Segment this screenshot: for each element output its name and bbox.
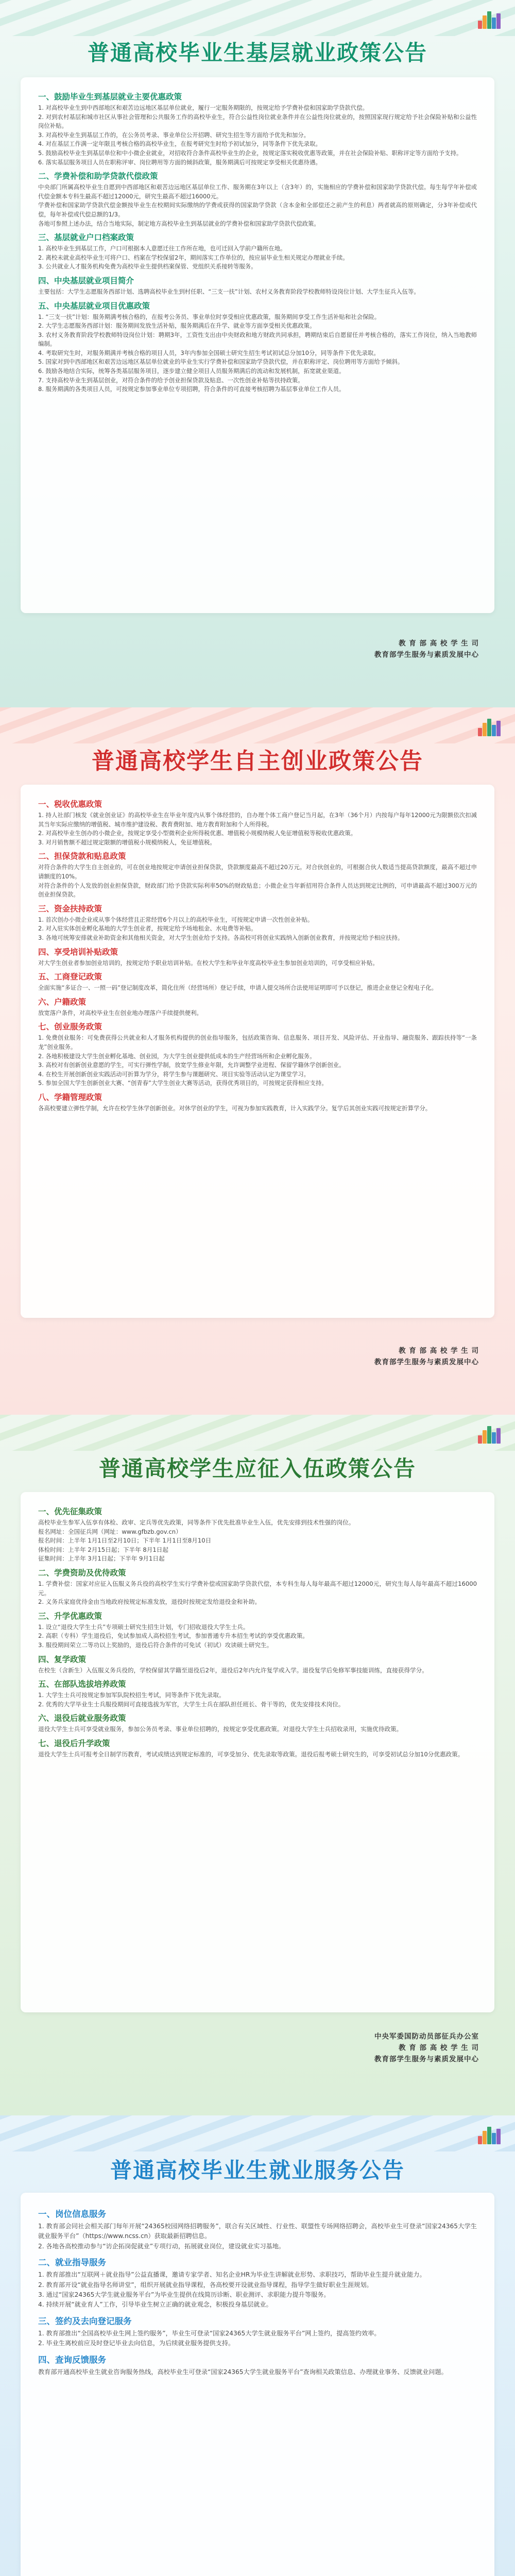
- policy-section: [38, 850, 477, 899]
- section-paragraph: 各高校要建立弹性学制，允许在校学生休学创新创业。对休学创业的学生，可视为参加实践教育，计入实践学分。复学后其创业实践可按规定折算学分。: [38, 1104, 432, 1112]
- section-heading: 五、工商登记政策: [38, 972, 102, 982]
- section-list: [38, 2207, 477, 2377]
- section-heading: 四、享受培训补贴政策: [38, 947, 118, 957]
- section-heading: 二、学费补偿和助学贷款代偿政策: [38, 172, 158, 181]
- decorative-stripes: [0, 1415, 515, 1451]
- publisher-footer: [374, 2031, 479, 2065]
- decorative-stripes: [0, 0, 515, 36]
- policy-section: [38, 1610, 477, 1650]
- section-heading: 三、基层就业户口档案政策: [38, 233, 134, 243]
- policy-section: [38, 903, 477, 943]
- section-paragraph: 对符合条件的个人发放的创业担保贷款，财政部门给予贷款实际利率50%的财政贴息；小微企业当年新招用符合条件人员达到规定比例的，可申请最高不超过300万元的创业担保贷款。: [38, 882, 477, 899]
- section-paragraph: 2. 对高校毕业生创办的小微企业，按规定享受小型微利企业所得税优惠、增值税小规模纳税人免征增值税等税收优惠政策。: [38, 829, 357, 837]
- policy-section: [38, 2353, 477, 2377]
- section-paragraph: 1. 设立“退役大学生士兵”专项硕士研究生招生计划，专门招收退役大学生士兵。: [38, 1623, 249, 1631]
- section-paragraph: 教育部开通高校毕业生就业咨询服务热线，高校毕业生可登录“国家24365大学生就业服务平台”查询相关政策信息、办理就业事务、反馈就业问题。: [38, 2368, 448, 2376]
- section-heading: 七、退役后升学政策: [38, 1738, 110, 1748]
- section-paragraph: 3. 通过“国家24365大学生就业服务平台”为毕业生提供在线简历诊断、职业测评、求职能力提升等服务。: [38, 2291, 330, 2299]
- policy-section: [38, 2207, 477, 2251]
- publisher-footer: [374, 1345, 479, 1368]
- section-heading: 四、复学政策: [38, 1654, 87, 1664]
- policy-section: [38, 91, 477, 167]
- section-paragraph: 体检时间：上半年 2月15日起；下半年 8月1日起: [38, 1546, 168, 1553]
- section-heading: 四、查询反馈服务: [38, 2354, 106, 2365]
- section-heading: 一、鼓励毕业生到基层就业主要优惠政策: [38, 92, 182, 101]
- section-paragraph: 高校毕业生参军入伍享有体检、政审、定兵等优先政策，同等条件下优先批准毕业生入伍，优先安排到技术性强的岗位。: [38, 1519, 355, 1526]
- poster-employment-service: [0, 2115, 515, 2576]
- policy-section: [38, 996, 477, 1018]
- section-paragraph: 1. 教育部推出“全国高校毕业生网上签约服务”，毕业生可登录“国家24365大学生就业服务平台”网上签约，提高签约效率。: [38, 2329, 381, 2337]
- policy-section: [38, 1653, 477, 1675]
- section-paragraph: 1. 免费创业服务：可免费获得公共就业和人才服务机构提供的创业指导服务，包括政策咨询、信息服务、项目开发、风险评估、开业指导、融资服务、跟踪扶持等“一条龙”创业服务。: [38, 1034, 477, 1050]
- section-heading: 三、升学优惠政策: [38, 1611, 102, 1621]
- poster-title: 普通高校学生应征入伍政策公告: [98, 1456, 416, 1481]
- content-card: [21, 77, 494, 613]
- section-paragraph: 1. 持人社部门核发《就业创业证》的高校毕业生在毕业年度内从事个体经营的，自办理个体工商户登记当月起，在3年（36个月）内按每户每年12000元为限额依次扣减其当年实际应缴纳的增值税、城市维护建设税、教育费附加、地方教育附加和个人所得税。: [38, 811, 477, 828]
- policy-section: [38, 2314, 477, 2349]
- section-heading: 一、岗位信息服务: [38, 2209, 106, 2219]
- policy-section: [38, 1567, 477, 1607]
- section-paragraph: 8. 服务期满的各类项目人员，可按规定参加事业单位专项招聘，符合条件的可直接考核招聘为基层事业单位工作人员。: [38, 385, 345, 393]
- section-paragraph: 3. 公共就业人才服务机构免费为高校毕业生提供档案保管、党组织关系接转等服务。: [38, 263, 257, 270]
- section-heading: 二、就业指导服务: [38, 2258, 106, 2268]
- section-paragraph: 退役大学生士兵可享受就业服务，参加公务员考录、事业单位招聘的，按规定享受优惠政策。对退役大学生士兵招收录用，实施优待政策。: [38, 1725, 403, 1733]
- content-card: [21, 2193, 494, 2576]
- policy-section: [38, 300, 477, 394]
- section-paragraph: 4. 持续开展“就业育人”工作，引导毕业生树立正确的就业观念，积极投身基层就业。: [38, 2301, 272, 2309]
- publisher-line: 教育部学生服务与素质发展中心: [374, 2055, 479, 2063]
- policy-section: [38, 798, 477, 847]
- section-paragraph: 对大学生创业者参加创业培训的，按规定给予职业培训补贴。在校大学生和毕业年度高校毕业生参加创业培训的，可享受相应补贴。: [38, 959, 379, 967]
- section-paragraph: 报名时间：上半年 1月1日至2月10日；下半年 1月1日至8月10日: [38, 1537, 212, 1545]
- section-paragraph: 在校生（含新生）入伍服义务兵役的，学校保留其学籍至退役后2年，退役后2年内允许复学或入学。退役复学后免修军事技能训练，直接获得学分。: [38, 1666, 428, 1674]
- section-paragraph: 4. 考取研究生时，对服务期满并考核合格的项目人员，3年内参加全国硕士研究生招生考试初试总分加10分，同等条件下优先录取。: [38, 349, 380, 357]
- section-paragraph: 2. 优秀的大学毕业生士兵服役期间可直接选拔为军官，大学生士兵在部队担任班长、骨干等的，优先安排技术岗位。: [38, 1700, 345, 1708]
- poster-title: 普通高校学生自主创业政策公告: [92, 748, 423, 774]
- content-card: [21, 1492, 494, 2012]
- section-paragraph: 2. 对入驻实体创业孵化基地的大学生创业者，按规定给予场地租金、水电费等补贴。: [38, 925, 257, 933]
- decorative-stripes: [0, 707, 515, 743]
- publisher-line: 教育部学生服务与素质发展中心: [374, 1358, 479, 1366]
- section-list: [38, 798, 477, 1113]
- section-paragraph: 2. 各地积极建设大学生创业孵化基地、创业园，为大学生创业提供低成本的生产经营场所和企业孵化服务。: [38, 1052, 316, 1060]
- section-paragraph: 2. 高职（专科）学生退役后，免试参加成人高校招生考试，参加普通专升本招生考试的享受优惠政策。: [38, 1632, 308, 1640]
- section-paragraph: 5. 参加全国大学生创新创业大赛、“创青春”大学生创业大赛等活动，获得优秀项目的，可按规定获得相应支持。: [38, 1079, 328, 1087]
- section-paragraph: 3. 高校对有创新创业意愿的学生，可实行弹性学制，放宽学生修业年限，允许调整学业进程、保留学籍休学创新创业。: [38, 1061, 345, 1069]
- section-heading: 一、优先征集政策: [38, 1507, 102, 1516]
- section-paragraph: 1. 学费补偿：国家对应征入伍服义务兵役的高校学生实行学费补偿或国家助学贷款代偿，本专科生每人每年最高不超过12000元，研究生每人每年最高不超过16000元。: [38, 1580, 477, 1597]
- publisher-line: 中央军委国防动员部征兵办公室: [374, 2032, 479, 2041]
- section-heading: 三、资金扶持政策: [38, 904, 102, 913]
- section-paragraph: 4. 对在基层工作满一定年限且考核合格的高校毕业生，在报考研究生时给予初试加分，同等条件下优先录取。: [38, 140, 321, 148]
- section-heading: 四、中央基层就业项目简介: [38, 276, 134, 285]
- section-paragraph: 退役大学生士兵可报考全日制学历教育，考试成绩达到规定标准的，可享受加分、优先录取等政策。退役后报考硕士研究生的，可享受初试总分加10分优惠政策。: [38, 1750, 464, 1758]
- section-paragraph: 3. 各地可统筹安排就业补助资金和其他相关资金，对大学生创业给予支持。各高校可将创业实践纳入创新创业教育，并按规定给予相应扶持。: [38, 934, 404, 941]
- logo-icon: [478, 2124, 502, 2144]
- section-heading: 一、税收优惠政策: [38, 800, 102, 809]
- section-heading: 五、中央基层就业项目优惠政策: [38, 301, 150, 311]
- section-paragraph: 1. 首次创办小微企业或从事个体经营且正常经营6个月以上的高校毕业生，可按规定申请一次性创业补贴。: [38, 916, 314, 923]
- section-paragraph: 4. 在校生开展创新创业实践活动可折算为学分，将学生参与课题研究、项目实验等活动认定为课堂学习。: [38, 1070, 310, 1078]
- poster-title: 普通高校毕业生就业服务公告: [110, 2158, 405, 2183]
- policy-section: [38, 170, 477, 228]
- publisher-footer: [374, 638, 479, 660]
- poster-entrepreneurship: [0, 707, 515, 1415]
- section-heading: 八、学籍管理政策: [38, 1092, 102, 1102]
- section-list: [38, 1505, 477, 1759]
- section-paragraph: 6. 鼓励各地结合实际，统筹各类基层服务项目，逐步建立健全项目人员服务期满后的流动和发展机制，拓宽就业渠道。: [38, 367, 345, 375]
- policy-section: [38, 971, 477, 993]
- section-paragraph: 3. 对月销售额不超过规定限额的增值税小规模纳税人，免征增值税。: [38, 838, 216, 846]
- section-paragraph: 1. 大学生士兵可按规定参加军队院校招生考试，同等条件下优先录取。: [38, 1691, 225, 1699]
- policy-section: [38, 2256, 477, 2310]
- publisher-line: 教 育 部 高 校 学 生 司: [399, 1347, 479, 1355]
- policy-section: [38, 1737, 477, 1759]
- poster-basic-employment: [0, 0, 515, 707]
- section-paragraph: 征集时间：上半年 3月1日起；下半年 9月1日起: [38, 1555, 165, 1563]
- section-list: [38, 91, 477, 394]
- publisher-line: 教 育 部 高 校 学 生 司: [399, 2044, 479, 2052]
- section-paragraph: 5. 鼓励高校毕业生到基层单位和中小微企业就业，对招收符合条件高校毕业生的企业，按规定落实税收优惠等政策，并在社会保险补贴、职称评定等方面给予支持。: [38, 149, 462, 157]
- section-paragraph: 1. 高校毕业生到基层工作，户口可根据本人意愿迁往工作所在地，也可迁回入学前户籍所在地。: [38, 245, 286, 252]
- policy-section: [38, 1712, 477, 1734]
- section-paragraph: 2. 离校未就业高校毕业生可将户口、档案在学校保留2年，期间落实工作单位的，按应届毕业生相关规定办理就业手续。: [38, 253, 349, 261]
- decorative-stripes: [0, 2115, 515, 2151]
- section-paragraph: 中央部门所属高校毕业生自愿到中西部地区和艰苦边远地区基层单位工作、服务期在3年以上（含3年）的，实施相应的学费补偿和国家助学贷款代偿。每生每学年补偿或代偿金额本专科生最高不超过12000元，研究生最高不超过16000元。: [38, 183, 477, 200]
- section-paragraph: 3. 服役期间荣立二等功以上奖励的，退役后符合条件的可免试（初试）攻读硕士研究生。: [38, 1641, 273, 1649]
- section-paragraph: 3. 农村义务教育阶段学校教师特设岗位计划：聘期3年，工资性支出由中央财政和地方财政共同承担，聘期结束后自愿留任并考核合格的，落实工作岗位，纳入当地教师编制。: [38, 331, 477, 348]
- section-paragraph: 2. 对到农村基层和城市社区从事社会管理和公共服务工作的高校毕业生，符合公益性岗位就业条件并在公益性岗位就业的，按照国家现行规定给予社会保险补贴和公益性岗位补贴。: [38, 113, 477, 130]
- section-paragraph: 1. “三支一扶”计划：服务期满考核合格的，在报考公务员、事业单位时享受相应优惠政策，服务期间享受工作生活补贴和社会保险。: [38, 313, 381, 320]
- section-paragraph: 学费补偿和国家助学贷款代偿金额按毕业生在校期间实际缴纳的学费或获得的国家助学贷款（含本金和全部偿还之前产生的利息）两者就高的原则确定，分3年补偿或代偿，每年补偿或代偿总额的1/3。: [38, 201, 477, 218]
- section-heading: 二、学费资助及优待政策: [38, 1568, 126, 1578]
- policy-section: [38, 275, 477, 297]
- publisher-line: 教育部学生服务与素质发展中心: [374, 651, 479, 659]
- section-paragraph: 放宽落户条件，对高校毕业生在创业地办理落户手续提供便利。: [38, 1009, 202, 1016]
- section-heading: 六、退役后就业服务政策: [38, 1714, 126, 1723]
- publisher-line: 教 育 部 高 校 学 生 司: [399, 639, 479, 648]
- section-paragraph: 各地可参照上述办法，结合当地实际，制定地方高校毕业生到基层就业的学费补偿和国家助学贷款代偿政策。: [38, 219, 320, 227]
- section-paragraph: 1. 教育部会同社会相关部门每年开展“24365校园网络招聘服务”，联合有关区域性、行业性、联盟性专场网络招聘会，高校毕业生可登录“国家24365大学生就业服务平台”（https://www.ncss.cn）获取最新招聘信息。: [38, 2223, 477, 2240]
- section-paragraph: 1. 教育部推出“互联网＋就业指导”公益直播课，邀请专家学者、知名企业HR为毕业生讲解就业形势、求职技巧，帮助毕业生提升就业能力。: [38, 2271, 426, 2279]
- content-card: [21, 785, 494, 1318]
- logo-icon: [478, 716, 502, 736]
- section-heading: 七、创业服务政策: [38, 1022, 102, 1032]
- policy-section: [38, 231, 477, 272]
- section-paragraph: 2. 大学生志愿服务西部计划：服务期间发放生活补贴，服务期满后在升学、就业等方面享受相关优惠政策。: [38, 322, 316, 330]
- section-heading: 三、签约及去向登记服务: [38, 2316, 132, 2326]
- section-paragraph: 2. 义务兵家庭优待金由当地政府按规定标准发放，退役时按规定发给退役金和补助。: [38, 1598, 261, 1606]
- policy-section: [38, 946, 477, 968]
- section-paragraph: 3. 对高校毕业生到基层工作的，在公务员考录、事业单位公开招聘、研究生招生等方面给予优先和加分。: [38, 131, 310, 139]
- section-paragraph: 2. 教育部开设“就业指导名师讲堂”，组织开展就业指导课程，各高校要开设就业指导课程，指导学生做好职业生涯规划。: [38, 2281, 373, 2289]
- policy-section: [38, 1505, 477, 1564]
- section-paragraph: 1. 对高校毕业生到中西部地区和艰苦边远地区基层单位就业，履行一定服务期限的，按规定给予学费补偿和国家助学贷款代偿。: [38, 104, 368, 111]
- section-heading: 五、在部队选拔培养政策: [38, 1680, 126, 1689]
- policy-section: [38, 1021, 477, 1088]
- policy-section: [38, 1091, 477, 1113]
- section-paragraph: 6. 落实基层服务项目人员在职称评审、岗位聘用等方面的倾斜政策，服务期满后可按规定享受相关优惠待遇。: [38, 158, 321, 166]
- poster-enlistment: [0, 1415, 515, 2115]
- section-paragraph: 5. 国家对到中西部地区和艰苦边远地区基层单位就业的毕业生实行学费补偿和国家助学贷款代偿，并在职称评定、岗位聘用等方面给予倾斜。: [38, 358, 404, 366]
- logo-icon: [478, 1423, 502, 1444]
- section-paragraph: 2. 毕业生离校前应及时登记毕业去向信息，为后续就业服务提供支持。: [38, 2340, 235, 2347]
- section-heading: 六、户籍政策: [38, 997, 87, 1007]
- section-paragraph: 报名网址：全国征兵网（网址：www.gfbzb.gov.cn）: [38, 1528, 182, 1535]
- section-paragraph: 全面实施“多证合一、一照一码”登记制度改革，简化住所（经营场所）登记手续，申请人提交场所合法使用证明即可予以登记，推进企业登记全程电子化。: [38, 984, 437, 992]
- section-paragraph: 7. 支持高校毕业生到基层创业，对符合条件的给予创业担保贷款及贴息、一次性创业补贴等扶持政策。: [38, 376, 304, 384]
- section-paragraph: 2. 各地各高校推动参与“访企拓岗促就业”专项行动，拓展就业岗位，建设就业实习基地。: [38, 2242, 285, 2250]
- poster-title: 普通高校毕业生基层就业政策公告: [87, 40, 427, 65]
- logo-icon: [478, 8, 502, 29]
- section-paragraph: 主要包括：大学生志愿服务西部计划、选聘高校毕业生到村任职、“三支一扶”计划、农村义务教育阶段学校教师特设岗位计划、大学生征兵入伍等。: [38, 287, 420, 295]
- section-paragraph: 对符合条件的大学生自主创业的，可在创业地按规定申请创业担保贷款，贷款额度最高不超过20万元。对合伙创业的，可根据合伙人数适当提高贷款额度，最高不超过申请额度的10%。: [38, 863, 477, 880]
- section-heading: 二、担保贷款和贴息政策: [38, 852, 126, 861]
- policy-section: [38, 1678, 477, 1709]
